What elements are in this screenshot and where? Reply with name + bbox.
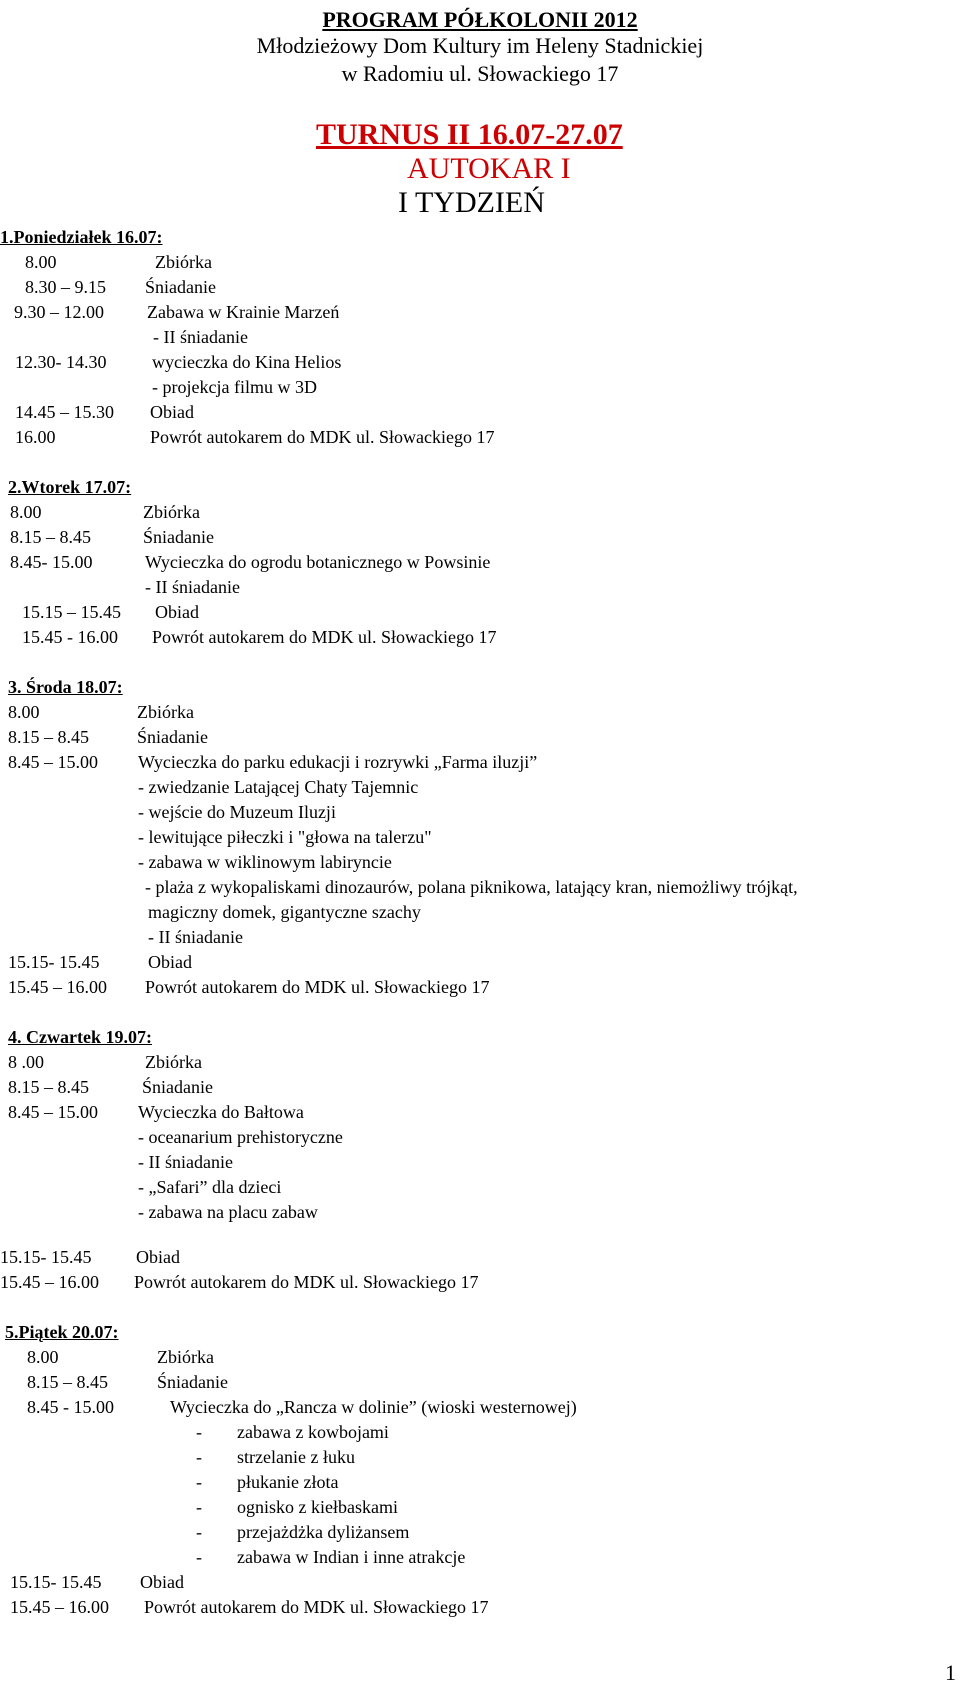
activity-cell: - II śniadanie	[148, 927, 243, 947]
activity-cell: Śniadanie	[142, 1077, 213, 1097]
time-cell: 12.30- 14.30	[15, 352, 107, 372]
time-cell: 8.15 – 8.45	[10, 527, 91, 547]
time-cell: 15.45 – 16.00	[0, 1272, 99, 1292]
time-cell: 8.15 – 8.45	[27, 1372, 108, 1392]
activity-cell: - zabawa na placu zabaw	[138, 1202, 318, 1222]
activity-cell: - II śniadanie	[138, 1152, 233, 1172]
time-cell: 8.45 - 15.00	[27, 1397, 114, 1417]
turnus-heading: TURNUS II 16.07-27.07	[316, 118, 623, 151]
bullet-dash: -	[196, 1422, 202, 1442]
time-cell: 15.45 – 16.00	[8, 977, 107, 997]
activity-cell: Zbiórka	[157, 1347, 214, 1367]
time-cell: 8.45- 15.00	[10, 552, 93, 572]
activity-cell: Obiad	[148, 952, 192, 972]
activity-cell: Śniadanie	[137, 727, 208, 747]
bullet-dash: -	[196, 1547, 202, 1567]
activity-cell: Powrót autokarem do MDK ul. Słowackiego 17	[145, 977, 490, 997]
activity-cell: Obiad	[150, 402, 194, 422]
activity-cell: - II śniadanie	[153, 327, 248, 347]
activity-cell: zabawa z kowbojami	[237, 1422, 389, 1442]
activity-cell: Obiad	[140, 1572, 184, 1592]
activity-cell: - wejście do Muzeum Iluzji	[138, 802, 336, 822]
time-cell: 8 .00	[8, 1052, 44, 1072]
day-heading-monday: 1.Poniedziałek 16.07:	[0, 227, 163, 247]
activity-cell: - zwiedzanie Latającej Chaty Tajemnic	[138, 777, 419, 797]
time-cell: 15.45 - 16.00	[22, 627, 118, 647]
bullet-dash: -	[196, 1447, 202, 1467]
time-cell: 8.00	[27, 1347, 59, 1367]
activity-cell: magiczny domek, gigantyczne szachy	[148, 902, 421, 922]
day-heading-thursday: 4. Czwartek 19.07:	[8, 1027, 152, 1047]
time-cell: 8.45 – 15.00	[8, 1102, 98, 1122]
activity-cell: Powrót autokarem do MDK ul. Słowackiego 17	[152, 627, 497, 647]
activity-cell: Zbiórka	[143, 502, 200, 522]
activity-cell: Wycieczka do parku edukacji i rozrywki „Farma iluzji”	[138, 752, 538, 772]
activity-cell: Wycieczka do ogrodu botanicznego w Powsinie	[145, 552, 491, 572]
time-cell: 8.15 – 8.45	[8, 727, 89, 747]
activity-cell: Śniadanie	[145, 277, 216, 297]
time-cell: 8.30 – 9.15	[25, 277, 106, 297]
activity-cell: Obiad	[155, 602, 199, 622]
time-cell: 14.45 – 15.30	[15, 402, 114, 422]
activity-cell: - II śniadanie	[145, 577, 240, 597]
institution-address: w Radomiu ul. Słowackiego 17	[341, 61, 619, 86]
time-cell: 8.00	[25, 252, 57, 272]
activity-cell: ognisko z kiełbaskami	[237, 1497, 398, 1517]
time-cell: 8.00	[8, 702, 40, 722]
activity-cell: Powrót autokarem do MDK ul. Słowackiego 17	[150, 427, 495, 447]
activity-cell: zabawa w Indian i inne atrakcje	[237, 1547, 466, 1567]
activity-cell: płukanie złota	[237, 1472, 339, 1492]
activity-cell: - projekcja filmu w 3D	[152, 377, 317, 397]
activity-cell: - plaża z wykopaliskami dinozaurów, polana piknikowa, latający kran, niemożliwy trójkąt,	[145, 877, 798, 897]
activity-cell: Wycieczka do Bałtowa	[138, 1102, 304, 1122]
time-cell: 8.15 – 8.45	[8, 1077, 89, 1097]
time-cell: 15.15- 15.45	[10, 1572, 102, 1592]
bullet-dash: -	[196, 1497, 202, 1517]
activity-cell: Wycieczka do „Rancza w dolinie” (wioski westernowej)	[170, 1397, 577, 1417]
time-cell: 15.15- 15.45	[8, 952, 100, 972]
activity-cell: strzelanie z łuku	[237, 1447, 355, 1467]
activity-cell: Zbiórka	[145, 1052, 202, 1072]
time-cell: 15.45 – 16.00	[10, 1597, 109, 1617]
time-cell: 8.00	[10, 502, 42, 522]
week-heading: I TYDZIEŃ	[398, 186, 545, 219]
bullet-dash: -	[196, 1472, 202, 1492]
activity-cell: Zbiórka	[155, 252, 212, 272]
day-heading-wednesday: 3. Środa 18.07:	[8, 677, 123, 697]
activity-cell: Zabawa w Krainie Marzeń	[147, 302, 340, 322]
time-cell: 15.15- 15.45	[0, 1247, 92, 1267]
autokar-heading: AUTOKAR I	[407, 152, 571, 185]
activity-cell: Zbiórka	[137, 702, 194, 722]
activity-cell: - zabawa w wiklinowym labiryncie	[138, 852, 392, 872]
activity-cell: przejażdżka dyliżansem	[237, 1522, 410, 1542]
program-title: PROGRAM PÓŁKOLONII 2012	[322, 7, 638, 32]
activity-cell: - lewitujące piłeczki i "głowa na talerzu"	[138, 827, 432, 847]
activity-cell: - „Safari” dla dzieci	[138, 1177, 282, 1197]
day-heading-friday: 5.Piątek 20.07:	[5, 1322, 119, 1342]
day-heading-tuesday: 2.Wtorek 17.07:	[8, 477, 132, 497]
activity-cell: Śniadanie	[157, 1372, 228, 1392]
time-cell: 16.00	[15, 427, 56, 447]
activity-cell: Obiad	[136, 1247, 180, 1267]
time-cell: 9.30 – 12.00	[14, 302, 104, 322]
bullet-dash: -	[196, 1522, 202, 1542]
activity-cell: Powrót autokarem do MDK ul. Słowackiego 17	[134, 1272, 479, 1292]
page-number: 1	[945, 1660, 956, 1685]
activity-cell: wycieczka do Kina Helios	[152, 352, 342, 372]
activity-cell: - oceanarium prehistoryczne	[138, 1127, 343, 1147]
institution-name: Młodzieżowy Dom Kultury im Heleny Stadnickiej	[256, 33, 704, 58]
time-cell: 8.45 – 15.00	[8, 752, 98, 772]
activity-cell: Powrót autokarem do MDK ul. Słowackiego 17	[144, 1597, 489, 1617]
activity-cell: Śniadanie	[143, 527, 214, 547]
time-cell: 15.15 – 15.45	[22, 602, 121, 622]
